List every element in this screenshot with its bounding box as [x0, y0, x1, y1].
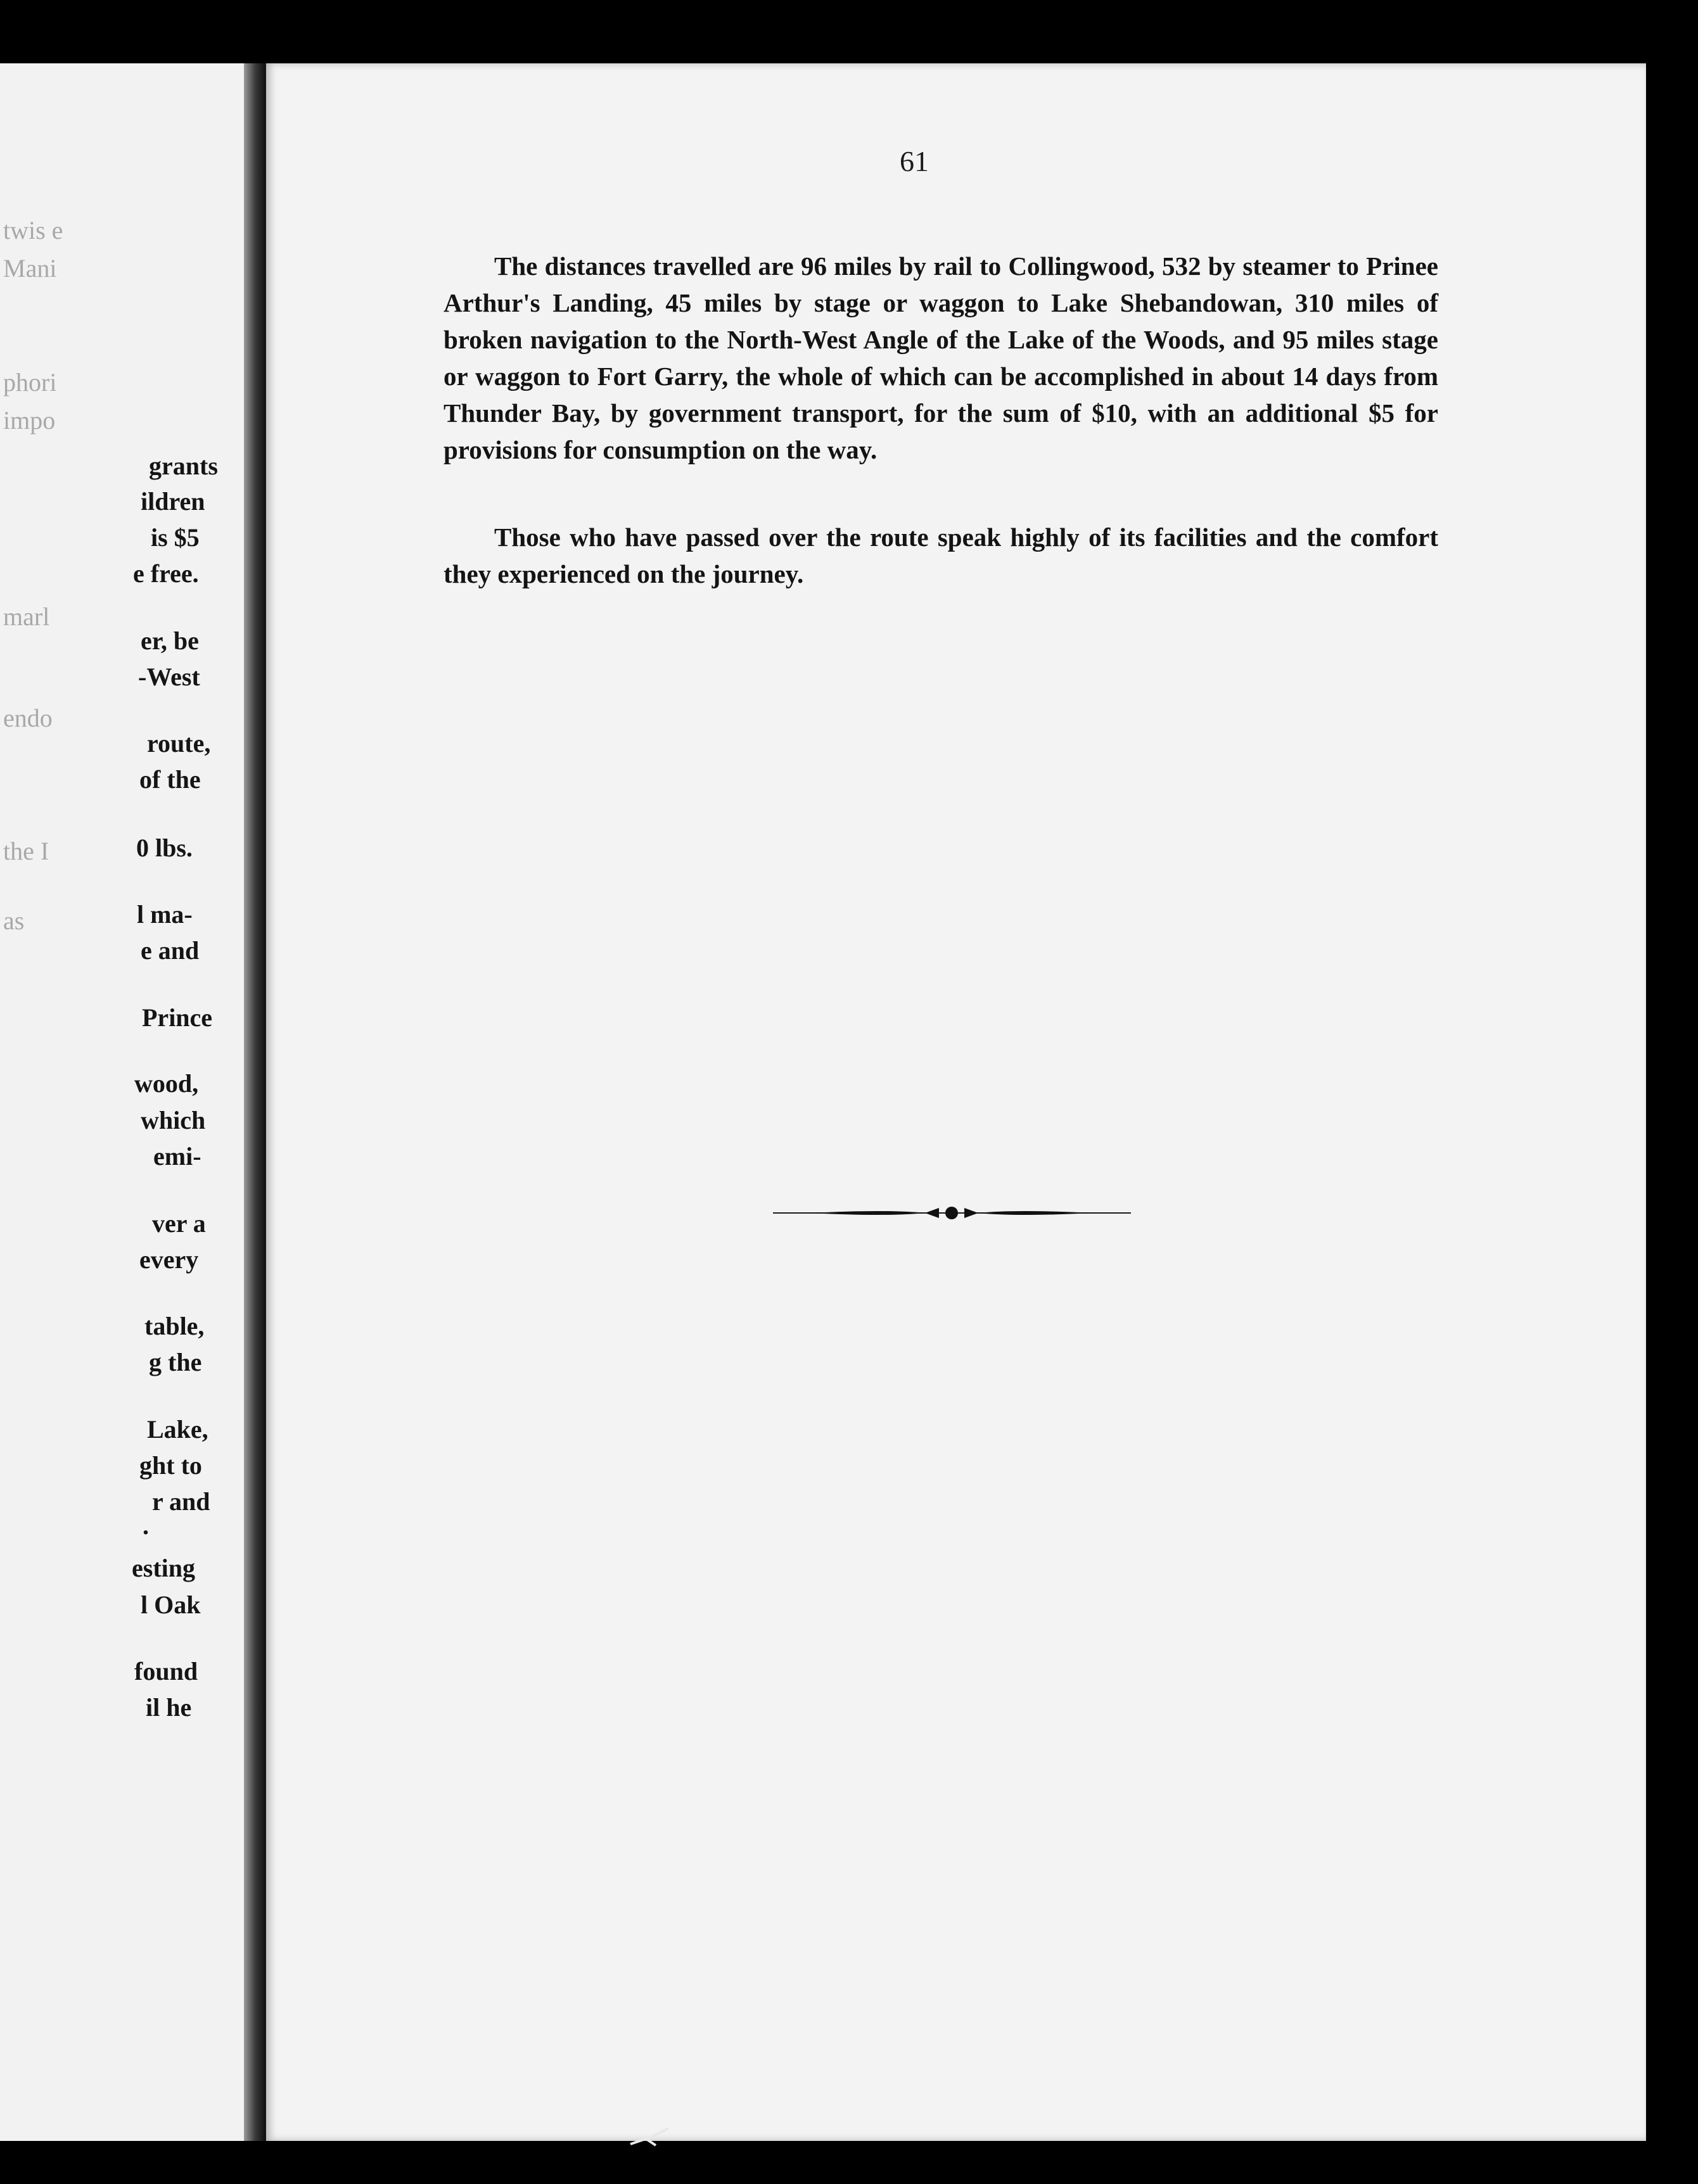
facing-page-fragment: r and: [152, 1487, 210, 1516]
facing-page-fragment: il he: [146, 1693, 192, 1722]
bleed-through-text: endo: [3, 704, 53, 732]
bleed-through-text: as: [3, 906, 25, 935]
facing-page-fragment: e and: [141, 936, 200, 965]
facing-page-fragment: esting: [132, 1554, 195, 1582]
facing-page-fragment: .: [143, 1511, 149, 1540]
bleed-through-text: impo: [3, 406, 56, 435]
decorative-rule-ornament: [773, 1200, 1131, 1226]
facing-page-fragment: l Oak: [141, 1590, 201, 1619]
facing-page-fragment: g the: [149, 1348, 202, 1376]
body-paragraph: The distances travelled are 96 miles by rail to Collingwood, 532 by steamer to Prinee Arthur's Landing, 45 miles by stage or waggon to Lake Shebandowan, 310 miles of broken navigation to the North-West Angle of the Lake of the Woods, and 95 miles stage or waggon to Fort Garry, the whole of which can be accomplished in about 14 days from Thunder Bay, by government transport, for the sum of $10, with an additional $5 for provisions for consumption on the way.: [444, 251, 1438, 464]
facing-page-fragment: Lake,: [147, 1415, 208, 1444]
facing-page-fragment: 0 lbs.: [136, 834, 193, 862]
page-number: 61: [900, 145, 929, 177]
body-paragraph: Those who have passed over the route speak highly of its facilities and the comfort they experienced on the journey.: [444, 523, 1438, 588]
facing-page-fragment: table,: [144, 1312, 205, 1340]
bleed-through-text: twis e: [3, 216, 63, 244]
bleed-through-text: the I: [3, 837, 49, 865]
facing-page-fragment: grants: [149, 452, 218, 480]
facing-page-fragment: ght to: [139, 1451, 202, 1480]
facing-page-fragment: route,: [147, 729, 211, 758]
facing-page-fragment: e free.: [133, 559, 199, 588]
facing-page-fragment: Prince: [142, 1003, 213, 1032]
facing-page-fragment: is $5: [151, 523, 200, 552]
bleed-through-text: marl: [3, 602, 50, 631]
bleed-through-text: Mani: [3, 254, 57, 283]
scan-mark-icon: [627, 2125, 672, 2150]
facing-page-fragment: ildren: [141, 487, 205, 516]
facing-page-fragment: l ma-: [137, 900, 193, 929]
facing-page-fragment: er, be: [141, 626, 199, 655]
facing-page-fragment: ver a: [152, 1209, 206, 1238]
facing-page-fragment: found: [134, 1657, 198, 1686]
facing-page-fragment: which: [141, 1106, 206, 1134]
facing-page-fragment: every: [139, 1245, 199, 1274]
facing-page-fragment: -West: [138, 663, 200, 691]
facing-page-fragment: of the: [139, 765, 201, 794]
facing-page: [0, 63, 250, 2141]
facing-page-fragment: wood,: [134, 1069, 199, 1098]
facing-page-fragment: emi-: [153, 1142, 201, 1171]
bleed-through-text: phori: [3, 368, 57, 397]
